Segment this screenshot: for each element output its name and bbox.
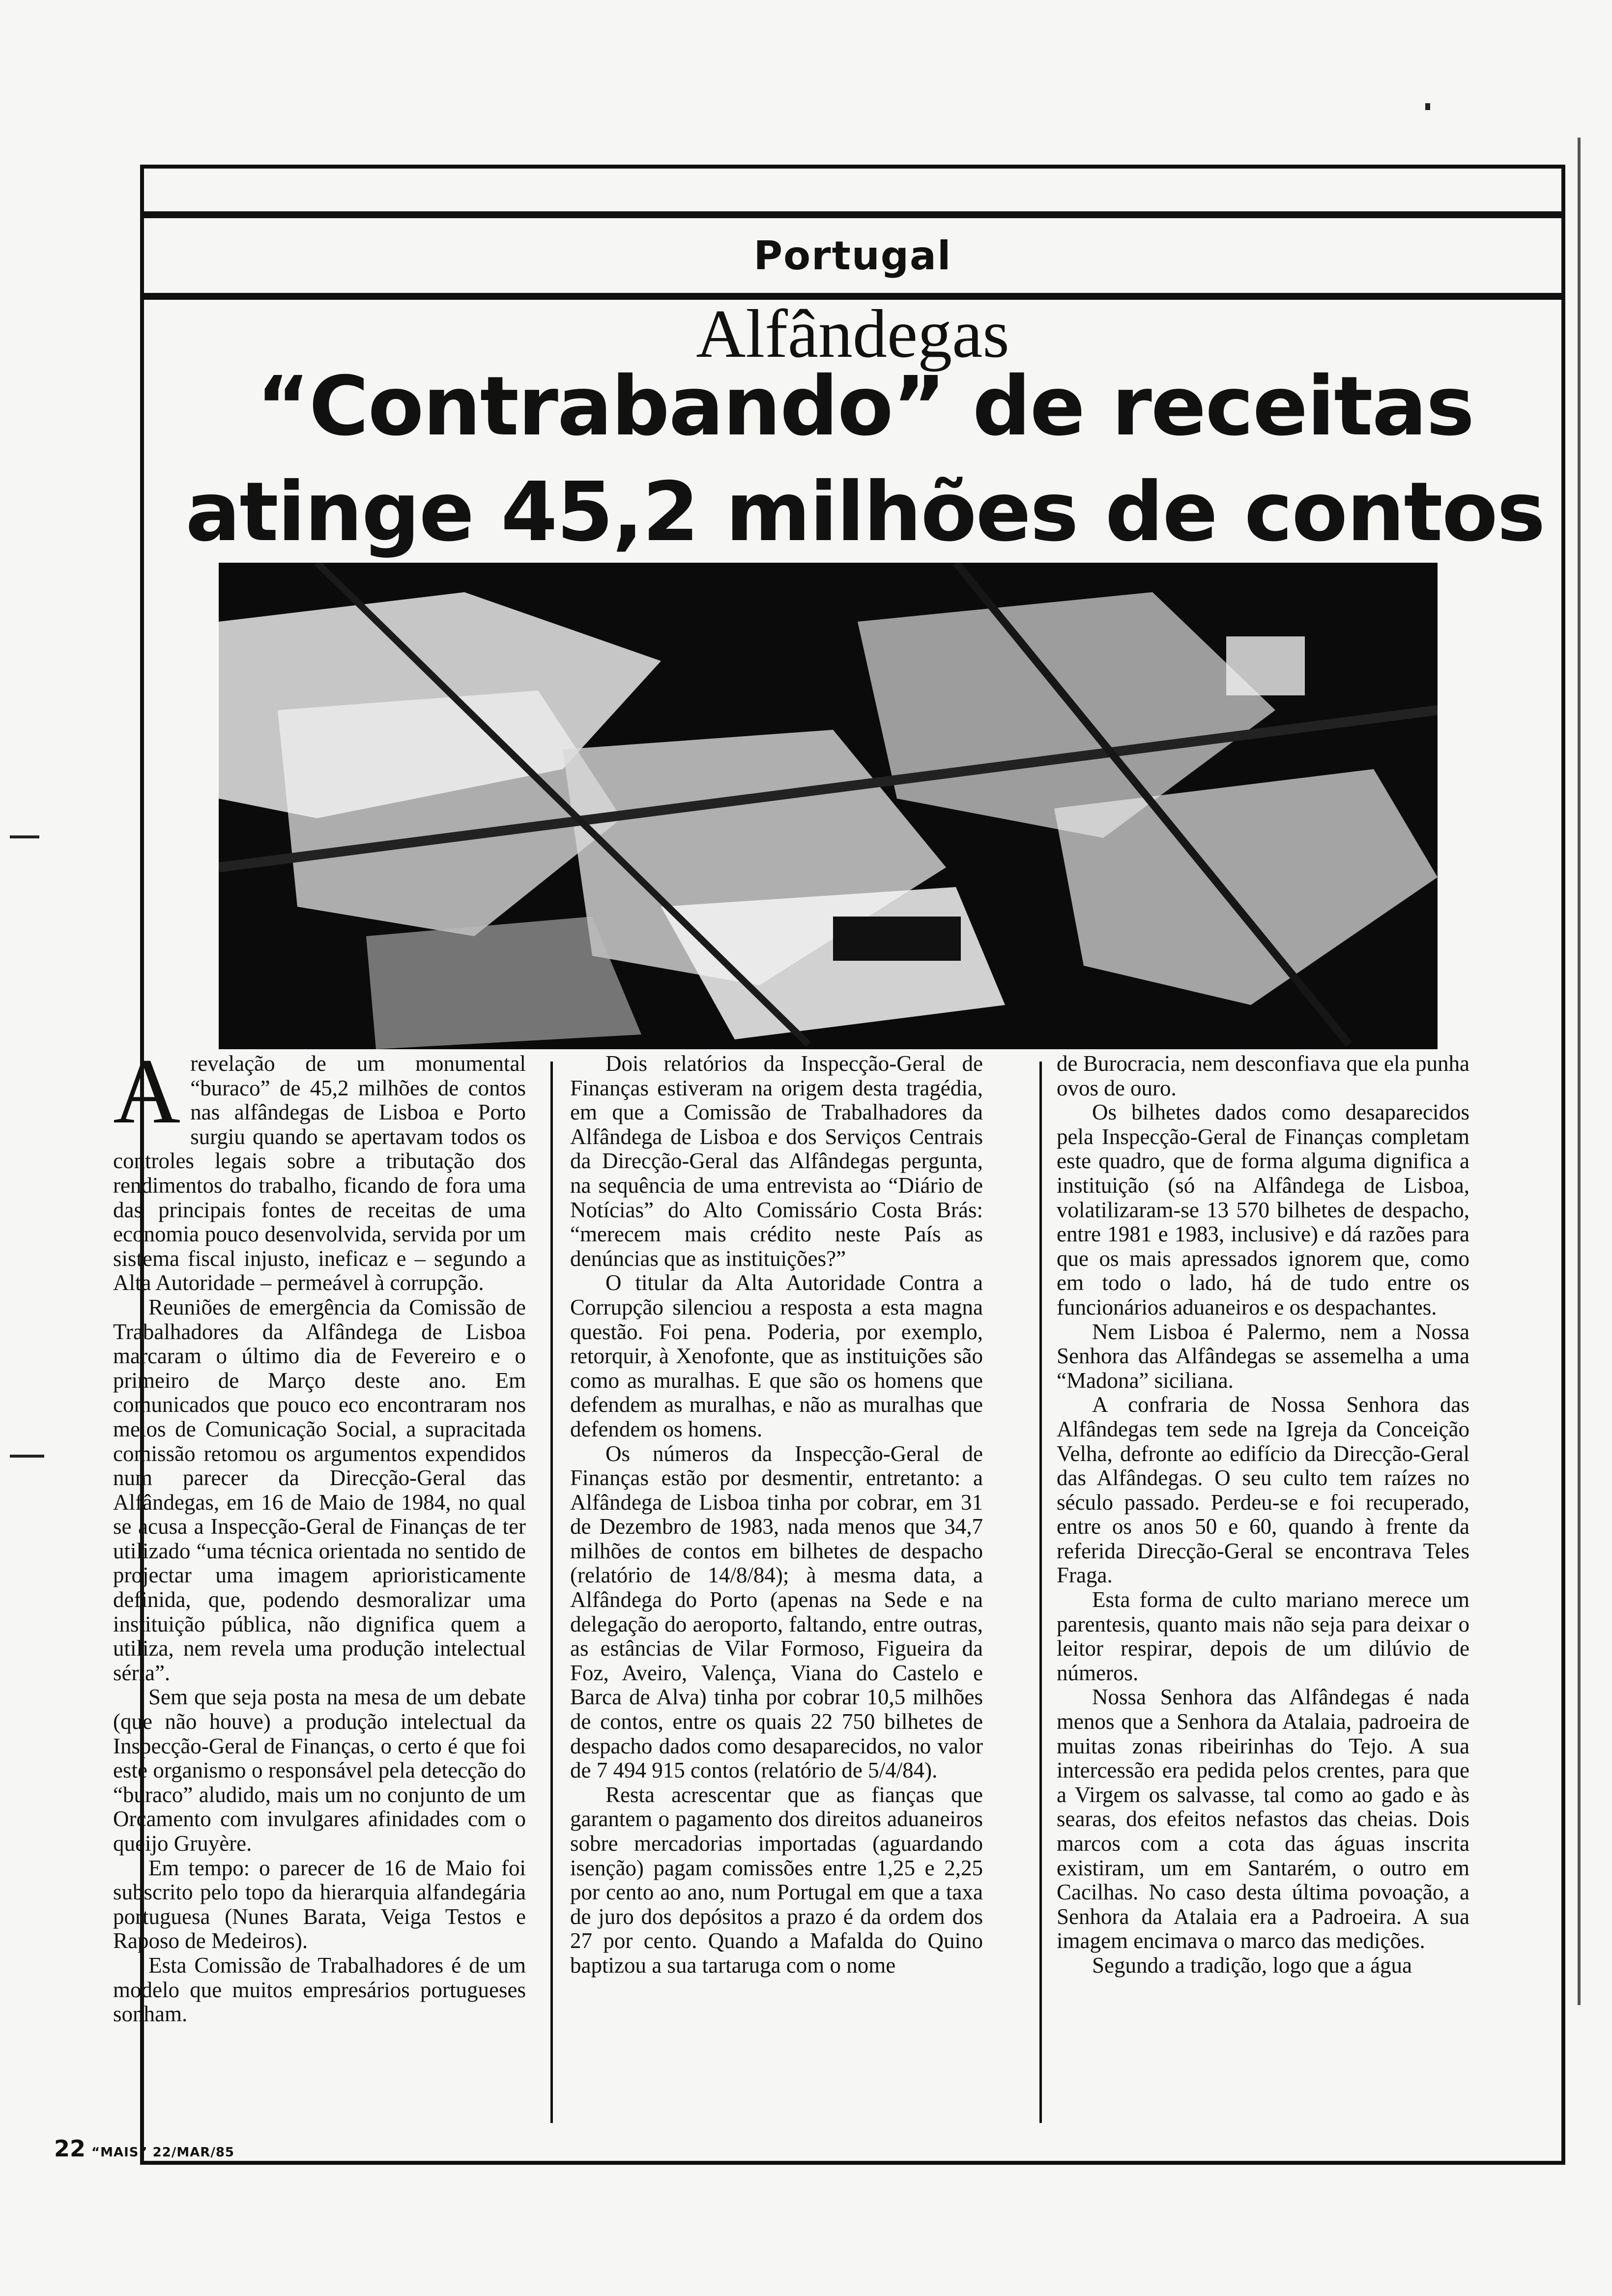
headline-line-1: “Contrabando” de receitas: [256, 359, 1474, 454]
drop-cap: A: [113, 1052, 181, 1143]
scan-mark: [1425, 103, 1430, 110]
column-3-paragraph-7: Segundo a tradição, logo que a água: [1092, 1952, 1412, 1978]
article-column-3: [1057, 1052, 1469, 2098]
scan-mark: [10, 1455, 44, 1458]
column-3-paragraph-4: A confraria de Nossa Senhora das Alfândegas tem sede na Igreja da Conceição Velha, defronte ao edifício da Direcção-Geral das Alfândegas. O seu culto tem raízes no século passado. Perdeu-se e foi recuperado, entre os anos 50 e 60, quando à frente da referida Direcção-Geral se encontrava Teles Fraga.: [1057, 1392, 1469, 1588]
section-header: [140, 211, 1565, 300]
photo-illustration: [219, 563, 1438, 1049]
column-3-paragraph-5: Esta forma de culto mariano merece um parentesis, quanto mais não seja para deixar o leitor respirar, depois de um dilúvio de números.: [1057, 1587, 1469, 1685]
publication-date: “MAIS” 22/MAR/85: [91, 2145, 235, 2160]
column-2-paragraph-4: Resta acrescentar que as fianças que garantem o pagamento dos direitos aduaneiros sobre mercadorias importadas (aguardando isenção) pagam comissões entre 1,25 e 2,25 por cento ao ano, num Portugal em que a taxa de juro dos depósitos a prazo é da ordem dos 27 por cento. Quando a Mafalda do Quino baptizou a sua tartaruga com o nome: [570, 1782, 983, 1978]
page-number: 22: [54, 2135, 86, 2162]
column-1-paragraph-1-text: revelação de um monumental “buraco” de 45,2 milhões de contos nas alfândegas de Lisboa e Porto surgiu quando se apertavam todos os controles legais sobre a tributação dos rendimentos do trabalho, ficando de fora uma das principais fontes de receitas de uma economia pouco desenvolvida, servida por um sistema fiscal injusto, ineficaz e – segundo a Alta Autoridade – permeável à corrupção.: [113, 1052, 526, 1295]
column-3-paragraph-6: Nossa Senhora das Alfândegas é nada menos que a Senhora da Atalaia, padroeira de muitas zonas ribeirinhas do Tejo. A sua intercessão era pedida pelos crentes, para que a Virgem os salvasse, tal como ao gado e às searas, dos efeitos nefastos das cheias. Dois marcos com a cota das águas inscrita existiram, um em Santarém, o outro em Cacilhas. No caso desta última povoação, a Senhora da Atalaia era a Padroeira. A sua imagem encimava o marco das medições.: [1057, 1685, 1469, 1953]
column-1-paragraph-3: Sem que seja posta na mesa de um debate (que não houve) a produção intelectual da Inspecção-Geral de Finanças, o certo é que foi este organismo o responsável pela detecção do “buraco” aludido, mais um no conjunto de um Orçamento com invulgares afinidades com o queijo Gruyère.: [113, 1685, 526, 1856]
column-2-paragraph-2: O titular da Alta Autoridade Contra a Corrupção silenciou a resposta a esta magna questão. Foi pena. Poderia, por exemplo, retorquir, à Xenofonte, que as instituições são como as muralhas. E que são os homens que defendem as muralhas, e não as muralhas que defendem os homens.: [570, 1270, 983, 1441]
headline-line-2: atinge 45,2 milhões de contos: [185, 465, 1545, 560]
column-2-paragraph-3: Os números da Inspecção-Geral de Finanças estão por desmentir, entretanto: a Alfândega de Lisboa tinha por cobrar, em 31 de Dezembro de 1983, nada menos que 34,7 milhões de contos em bilhetes de despacho (relatório de 14/8/84); à mesma data, a Alfândega do Porto (apenas na Sede e na delegação do aeroporto, faltando, entre outras, as estâncias de Vilar Formoso, Figueira da Foz, Aveiro, Valença, Viana do Castelo e Barca de Alva) tinha por cobrar 10,5 milhões de contos, entre os quais 22 750 bilhetes de despacho dados como desaparecidos, no valor de 7 494 915 contos (relatório de 5/4/84).: [570, 1441, 983, 1783]
column-3-paragraph-2: Os bilhetes dados como desaparecidos pela Inspecção-Geral de Finanças completam este quadro, que de forma alguma dignifica a instituição (só na Alfândega de Lisboa, volatilizaram-se 13 570 bilhetes de despacho, entre 1981 e 1983, inclusive) e dá razões para que os mais apressados ignorem que, como em todo o lado, há de tudo entre os funcionários aduaneiros e os despachantes.: [1057, 1100, 1469, 1320]
column-rule-2: [1039, 1062, 1042, 2123]
column-2-paragraph-1: Dois relatórios da Inspecção-Geral de Finanças estiveram na origem desta tragédia, em que a Comissão de Trabalhadores da Alfândega de Lisboa e dos Serviços Centrais da Direcção-Geral das Alfândegas pergunta, na sequência de uma entrevista ao “Diário de Notícias” do Alto Comissário Costa Brás: “merecem mais crédito neste País as denúncias que as instituições?”: [570, 1052, 983, 1271]
column-3-paragraph-3: Nem Lisboa é Palermo, nem a Nossa Senhora das Alfândegas se assemelha a uma “Madona” siciliana.: [1057, 1319, 1469, 1393]
page-footer: [54, 2135, 234, 2162]
column-rule-1: [550, 1062, 553, 2123]
article-column-2: [570, 1052, 983, 2098]
customs-documents-photo: [219, 563, 1438, 1049]
scan-edge: [1578, 138, 1581, 2005]
scan-mark: [10, 835, 39, 838]
headline: [138, 354, 1592, 565]
column-1-paragraph-2: Reuniões de emergência da Comissão de Trabalhadores da Alfândega de Lisboa marcaram o último dia de Fevereiro e o primeiro de Março deste ano. Em comunicados que pouco eco encontraram nos meios de Comunicação Social, a supracitada comissão retomou os argumentos expendidos num parecer da Direcção-Geral das Alfândegas, em 16 de Maio de 1984, no qual se acusa a Inspecção-Geral de Finanças de ter utilizado “uma técnica orientada no sentido de projectar uma imagem aprioristicamente definida, que, podendo desmoralizar uma instituição pública, não dignifica quem a utiliza, nem revela uma produção intelectual séria”.: [113, 1294, 526, 1685]
column-3-paragraph-1: de Burocracia, nem desconfiava que ela punha ovos de ouro.: [1057, 1052, 1469, 1100]
column-1-paragraph-5: Esta Comissão de Trabalhadores é de um modelo que muitos empresários portugueses sonham.: [113, 1952, 526, 2027]
section-title: Portugal: [753, 232, 952, 279]
kicker: Alfândegas: [696, 296, 1009, 372]
article-column-1: [113, 1052, 526, 2098]
column-1-paragraph-4: Em tempo: o parecer de 16 de Maio foi subscrito pelo topo da hierarquia alfandegária portuguesa (Nunes Barata, Veiga Testos e Raposo de Medeiros).: [113, 1855, 526, 1953]
column-1-paragraph-1: [113, 1052, 526, 1295]
